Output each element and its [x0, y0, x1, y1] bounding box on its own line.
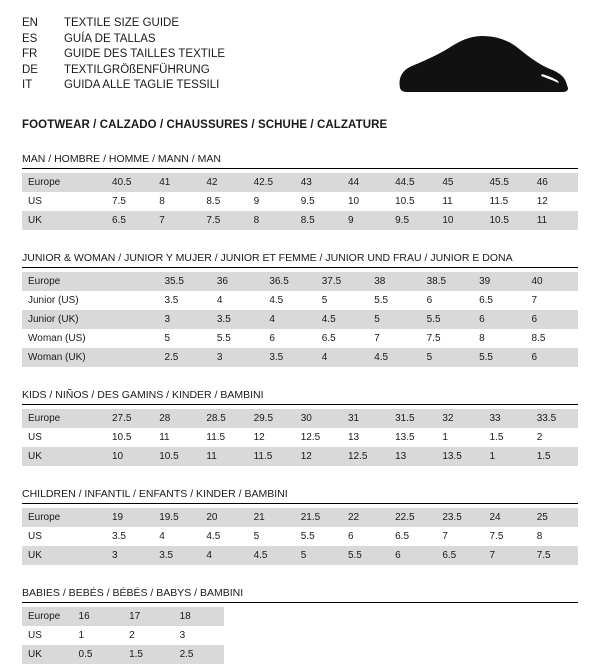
cell: 6 [389, 546, 436, 565]
cell: 12.5 [342, 447, 389, 466]
cell: 10.5 [395, 196, 415, 207]
cell: 4 [159, 531, 165, 542]
cell: 5.5 [421, 310, 473, 329]
cell: 11 [531, 211, 578, 230]
size-block-man [22, 153, 578, 230]
cell: 8.5 [531, 333, 546, 344]
size-block-babies [22, 587, 578, 664]
cell: 37.5 [316, 272, 368, 291]
cell: 13 [347, 432, 360, 443]
cell: 5.5 [300, 531, 315, 542]
cell: 18 [174, 607, 225, 626]
cell: 19 [106, 508, 153, 527]
row-label: UK [22, 645, 73, 664]
cell: 6 [347, 531, 354, 542]
cell: 6.5 [106, 211, 153, 230]
language-code: FR [22, 48, 38, 60]
cell: 7.5 [200, 211, 247, 230]
cell: 1.5 [123, 645, 174, 664]
language-title: TEXTILE SIZE GUIDE [63, 17, 180, 29]
cell: 45 [436, 173, 483, 192]
table-row [22, 310, 578, 329]
row-label: US [28, 531, 42, 542]
cell [106, 310, 158, 329]
table-row [22, 211, 578, 230]
cell: 36 [211, 272, 263, 291]
block-title: KIDS / NIÑOS / DES GAMINS / KINDER / BAMBINI [22, 389, 578, 405]
table-row [22, 329, 578, 348]
cell: 5.5 [473, 348, 525, 367]
cell: 23.5 [436, 508, 483, 527]
cell: 25 [531, 508, 578, 527]
block-title: BABIES / BEBÉS / BÉBÉS / BABYS / BAMBINI [22, 587, 578, 603]
cell: 1 [484, 447, 531, 466]
cell: 4.5 [248, 546, 295, 565]
cell: 2.5 [158, 348, 210, 367]
cell: 11 [159, 432, 170, 443]
size-block-junior-woman [22, 252, 578, 367]
cell [106, 272, 158, 291]
cell: 8 [159, 196, 165, 207]
cell: 1.5 [531, 447, 578, 466]
cell: 4 [263, 310, 315, 329]
row-label: US [28, 432, 42, 443]
table-row [22, 626, 578, 645]
cell: 10.5 [112, 432, 132, 443]
cell: 3 [158, 310, 210, 329]
cell: 8 [248, 211, 295, 230]
cell: 36.5 [263, 272, 315, 291]
table-row [22, 409, 578, 428]
language-code: EN [22, 17, 38, 29]
cell: 7.5 [112, 196, 126, 207]
cell: 8.5 [206, 196, 221, 207]
cell: 40.5 [106, 173, 153, 192]
cell: 4.5 [368, 348, 420, 367]
table-row [22, 546, 578, 565]
table-row [22, 272, 578, 291]
size-block-kids [22, 389, 578, 466]
cell: 9 [253, 196, 260, 207]
cell: 42.5 [248, 173, 295, 192]
language-row [22, 16, 225, 32]
cell: 9.5 [300, 196, 315, 207]
cell: 12.5 [300, 432, 321, 443]
cell: 38 [368, 272, 420, 291]
cell: 19.5 [153, 508, 200, 527]
table-row [22, 645, 578, 664]
cell: 1 [78, 630, 85, 641]
row-label: UK [22, 447, 106, 466]
cell: 21 [248, 508, 295, 527]
cell: 11 [200, 447, 247, 466]
cell: 12 [295, 447, 342, 466]
cell: 32 [436, 409, 483, 428]
row-label: Europe [22, 409, 106, 428]
language-title-list [22, 16, 225, 94]
table-row [22, 607, 578, 626]
cell: 4.5 [316, 310, 368, 329]
block-title: JUNIOR & WOMAN / JUNIOR Y MUJER / JUNIOR ET FEMME / JUNIOR UND FRAU / JUNIOR E DONA [22, 252, 578, 268]
cell: 6.5 [321, 333, 336, 344]
cell: 11.5 [489, 196, 509, 207]
cell: 6.5 [395, 531, 410, 542]
cell: 9.5 [389, 211, 436, 230]
cell: 31 [342, 409, 389, 428]
table-row [22, 291, 578, 310]
row-label: Woman (UK) [22, 348, 106, 367]
cell: 6 [473, 310, 525, 329]
page-header [22, 16, 578, 105]
size-table [22, 272, 578, 367]
block-title: MAN / HOMBRE / HOMME / MANN / MAN [22, 153, 578, 169]
cell: 44.5 [389, 173, 436, 192]
language-code: DE [22, 63, 38, 76]
cell: 6.5 [436, 546, 483, 565]
footwear-section-title: FOOTWEAR / CALZADO / CHAUSSURES / SCHUHE / CALZATURE [22, 119, 388, 131]
size-table [22, 607, 578, 664]
cell: 4 [216, 295, 223, 306]
cell: 11.5 [206, 432, 226, 443]
language-title: GUIDE DES TAILLES TEXTILE [63, 48, 226, 60]
table-row [22, 348, 578, 367]
cell: 7 [374, 333, 380, 344]
cell: 5 [368, 310, 420, 329]
table-row [22, 527, 578, 546]
block-title: CHILDREN / INFANTIL / ENFANTS / KINDER / BAMBINI [22, 488, 578, 504]
cell: 3.5 [164, 295, 179, 306]
cell: 17 [123, 607, 174, 626]
cell: 33.5 [531, 409, 578, 428]
cell: 6 [269, 333, 275, 344]
cell: 10.5 [484, 211, 531, 230]
cell: 7 [531, 295, 538, 306]
cell: 20 [200, 508, 247, 527]
cell: 0.5 [73, 645, 124, 664]
cell: 13.5 [436, 447, 483, 466]
cell: 7.5 [426, 333, 441, 344]
cell: 4 [200, 546, 247, 565]
cell: 7 [484, 546, 531, 565]
cell: 31.5 [389, 409, 436, 428]
cell: 30 [295, 409, 342, 428]
cell: 5.5 [216, 333, 231, 344]
row-label: Junior (UK) [22, 310, 106, 329]
cell: 10 [106, 447, 153, 466]
cell: 29.5 [248, 409, 295, 428]
cell: 9 [342, 211, 389, 230]
cell: 28 [153, 409, 200, 428]
cell: 12 [536, 196, 548, 207]
row-label: Europe [22, 607, 73, 626]
cell: 7.5 [489, 531, 504, 542]
language-row [22, 47, 225, 63]
cell: 7.5 [531, 546, 578, 565]
cell: 12 [253, 432, 265, 443]
language-code: IT [22, 79, 33, 91]
cell: 3 [106, 546, 153, 565]
dress-shoe-icon [392, 30, 572, 105]
cell [106, 291, 158, 310]
cell: 22 [342, 508, 389, 527]
cell: 10.5 [153, 447, 200, 466]
cell: 21.5 [295, 508, 342, 527]
cell: 3 [179, 630, 186, 641]
cell: 3.5 [263, 348, 315, 367]
language-row [22, 63, 225, 79]
cell: 5 [164, 333, 170, 344]
row-label: Europe [22, 272, 106, 291]
row-label: US [28, 630, 42, 641]
cell: 11 [442, 196, 453, 207]
cell: 41 [153, 173, 200, 192]
row-label: US [28, 196, 42, 207]
cell: 22.5 [389, 508, 436, 527]
cell: 27.5 [106, 409, 153, 428]
cell: 43 [295, 173, 342, 192]
size-table [22, 409, 578, 466]
cell: 35.5 [158, 272, 210, 291]
cell: 46 [531, 173, 578, 192]
cell: 3.5 [211, 310, 263, 329]
cell: 11.5 [248, 447, 295, 466]
cell-empty [224, 607, 578, 626]
table-row [22, 173, 578, 192]
cell: 2 [129, 630, 135, 641]
cell: 6.5 [479, 295, 493, 306]
size-table [22, 508, 578, 565]
language-code: ES [22, 32, 38, 45]
row-label: Europe [22, 173, 106, 192]
table-row [22, 428, 578, 447]
table-row [22, 192, 578, 211]
cell: 6 [526, 348, 579, 367]
cell: 5 [321, 295, 328, 306]
cell: 16 [73, 607, 124, 626]
cell-empty [224, 626, 578, 645]
cell: 8 [536, 531, 543, 542]
cell: 45.5 [484, 173, 531, 192]
language-row [22, 32, 225, 48]
cell: 5 [295, 546, 342, 565]
cell: 44 [342, 173, 389, 192]
cell: 4.5 [206, 531, 221, 542]
size-table [22, 173, 578, 230]
cell: 5.5 [374, 295, 389, 306]
row-label: Junior (US) [28, 295, 79, 306]
language-title: GUÍA DE TALLAS [63, 32, 156, 45]
language-row [22, 78, 225, 94]
cell: 8.5 [295, 211, 342, 230]
cell: 3.5 [112, 531, 126, 542]
row-label: Woman (US) [28, 333, 86, 344]
cell: 39 [473, 272, 525, 291]
language-title: GUIDA ALLE TAGLIE TESSILI [63, 79, 220, 91]
cell: 13 [389, 447, 436, 466]
table-row [22, 447, 578, 466]
table-row [22, 508, 578, 527]
cell: 5 [421, 348, 473, 367]
cell: 1 [442, 432, 448, 443]
cell: 40 [526, 272, 579, 291]
cell: 8 [479, 333, 485, 344]
cell: 5.5 [342, 546, 389, 565]
row-label: Europe [22, 508, 106, 527]
cell: 3 [211, 348, 263, 367]
cell-empty [224, 645, 578, 664]
cell: 42 [200, 173, 247, 192]
size-block-children [22, 488, 578, 565]
cell: 4 [316, 348, 368, 367]
cell: 28.5 [200, 409, 247, 428]
cell: 7 [442, 531, 448, 542]
cell: 1.5 [489, 432, 504, 443]
cell: 13.5 [395, 432, 415, 443]
row-label: UK [22, 546, 106, 565]
cell: 7 [153, 211, 200, 230]
cell: 5 [253, 531, 260, 542]
cell: 24 [484, 508, 531, 527]
cell: 38.5 [421, 272, 473, 291]
cell: 6 [526, 310, 579, 329]
cell: 6 [426, 295, 433, 306]
cell: 10 [347, 196, 360, 207]
cell: 10 [436, 211, 483, 230]
cell: 33 [484, 409, 531, 428]
cell: 2 [536, 432, 543, 443]
cell [106, 329, 158, 348]
row-label: UK [22, 211, 106, 230]
cell: 4.5 [269, 295, 284, 306]
cell: 2.5 [174, 645, 225, 664]
cell [106, 348, 158, 367]
cell: 3.5 [153, 546, 200, 565]
language-title: TEXTILGRÖßENFÜHRUNG [63, 63, 210, 76]
